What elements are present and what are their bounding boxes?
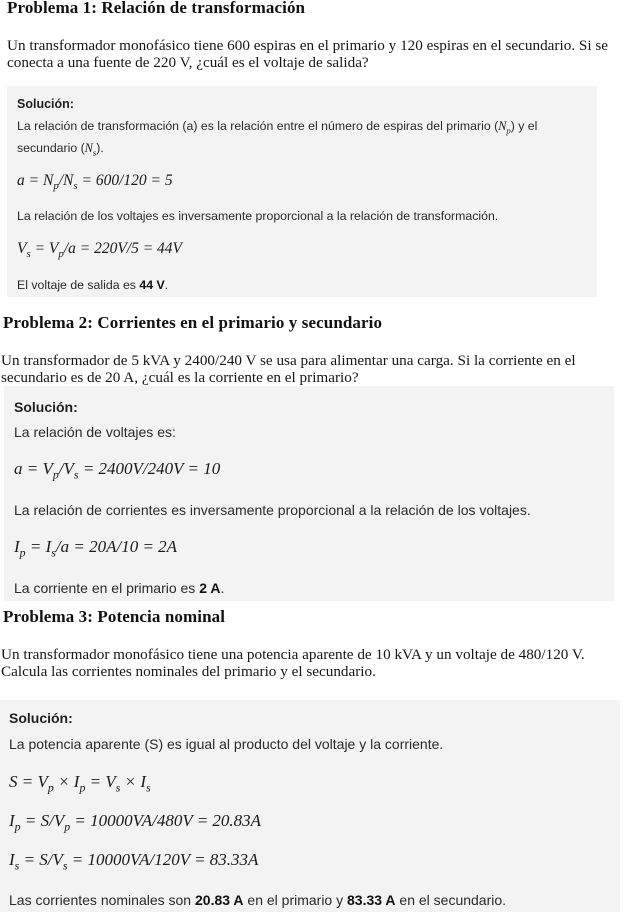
problem3-equation3 [9, 850, 258, 873]
text-part: . [164, 278, 169, 292]
problem1-title: Problema 1: Relación de transformación [7, 0, 306, 17]
problem3-equation2 [9, 811, 261, 834]
problem1-solution-label: Solución: [17, 97, 74, 111]
eq-sub: s [115, 780, 121, 795]
problem1-statement [7, 37, 623, 71]
problem2-equation1 [14, 459, 220, 482]
eq-part: /a = 220V/5 = 44V [63, 240, 183, 257]
problem2-statement-line1: Un transformador de 5 kVA y 2400/240 V se usa para alimentar una carga. Si la corriente en el [1, 352, 576, 369]
eq-sub: s [14, 858, 20, 873]
problem3-solution-text1: La potencia aparente (S) es igual al producto del voltaje y la corriente. [9, 736, 444, 752]
eq-part: = 2400V/240V = 10 [78, 459, 221, 478]
eq-part: = S/V [20, 811, 65, 830]
text-part: en el primario y [243, 892, 347, 908]
text-part: La corriente en el primario es [14, 580, 200, 596]
eq-part: /V [58, 459, 74, 478]
eq-sub: p [52, 467, 59, 482]
problem2-solution-label: Solución: [14, 399, 78, 415]
text-part: Las corrientes nominales son [9, 892, 195, 908]
result-value: 83.33 A [347, 892, 396, 908]
text-part: . [220, 580, 225, 596]
eq-sub: p [64, 819, 71, 834]
problem1-statement-line1: Un transformador monofásico tiene 600 espiras en el primario y 120 espiras en el secundario. Si se [7, 37, 609, 54]
problem1-solution-text1-line1 [17, 119, 537, 135]
eq-part: V [17, 240, 27, 257]
problem3-title: Problema 3: Potencia nominal [3, 607, 226, 626]
math-sub: s [92, 147, 97, 158]
eq-part: a = N [17, 172, 54, 189]
text-part: secundario ( [17, 141, 85, 155]
problem3-solution-label: Solución: [9, 710, 73, 726]
eq-part: × I [53, 772, 80, 791]
problem2-equation2 [14, 537, 177, 560]
problem3-result [9, 892, 506, 908]
problem2-solution-box [4, 386, 614, 601]
problem3-equation1 [9, 772, 151, 795]
problem1-equation2 [17, 240, 182, 260]
math-var: N [498, 119, 507, 133]
eq-sub: p [14, 819, 21, 834]
problem2-solution-text2: La relación de corrientes es inversamente proporcional a la relación de los voltajes. [14, 502, 531, 518]
eq-part: = 10000VA/120V = 83.33A [67, 850, 259, 869]
eq-part: /a = 20A/10 = 2A [55, 537, 178, 556]
eq-part: = V [30, 240, 59, 257]
eq-sub: s [146, 780, 151, 795]
eq-part: S = V [9, 772, 48, 791]
result-value: 20.83 A [195, 892, 244, 908]
problem2-solution-text1: La relación de voltajes es: [14, 424, 176, 440]
problem1-statement-line2: conecta a una fuente de 220 V, ¿cuál es el voltaje de salida? [7, 54, 369, 71]
eq-sub: p [19, 545, 26, 560]
eq-sub: s [62, 858, 68, 873]
eq-part: I [9, 850, 15, 869]
eq-part: I [9, 811, 15, 830]
eq-part: = 10000VA/480V = 20.83A [70, 811, 262, 830]
eq-part: I [14, 537, 20, 556]
problem3-statement [1, 646, 623, 680]
problem1-solution-text2: La relación de los voltajes es inversamente proporcional a la relación de transformación. [17, 209, 499, 223]
eq-part: = 600/120 = 5 [77, 172, 173, 189]
eq-part: /N [58, 172, 74, 189]
problem1-solution-text1-line2 [17, 141, 104, 157]
eq-sub: s [73, 467, 79, 482]
text-part: ). [96, 141, 104, 155]
text-part: La relación de transformación (a) es la relación entre el número de espiras del primario ( [17, 119, 499, 133]
math-sub: p [506, 125, 511, 136]
eq-sub: s [73, 180, 78, 193]
eq-sub: s [26, 248, 31, 261]
result-value: 2 A [199, 580, 221, 596]
eq-part: = I [25, 537, 52, 556]
eq-sub: s [51, 545, 56, 560]
eq-sub: p [58, 248, 64, 261]
eq-sub: p [47, 780, 54, 795]
eq-sub: p [53, 180, 59, 193]
eq-sub: p [79, 780, 86, 795]
problem1-solution-box [7, 86, 597, 297]
eq-part: × I [120, 772, 147, 791]
problem2-statement-line2: secundario es de 20 A, ¿cuál es la corriente en el primario? [1, 369, 359, 386]
eq-part: = S/V [19, 850, 63, 869]
problem1-result [17, 278, 168, 292]
eq-part: = V [85, 772, 116, 791]
problem2-title: Problema 2: Corrientes en el primario y secundario [3, 313, 383, 332]
problem1-equation1 [17, 172, 173, 192]
text-part: ) y el [510, 119, 538, 133]
eq-part: a = V [14, 459, 53, 478]
problem2-result [14, 580, 224, 596]
text-part: en el secundario. [395, 892, 507, 908]
problem2-statement [1, 352, 623, 386]
result-value: 44 V [139, 278, 165, 292]
math-var: N [84, 141, 93, 155]
problem3-statement-line1: Un transformador monofásico tiene una potencia aparente de 10 kVA y un voltaje de 480/120 V. [1, 646, 585, 663]
problem3-statement-line2: Calcula las corrientes nominales del primario y el secundario. [1, 663, 376, 680]
problem3-solution-box [0, 700, 620, 912]
text-part: El voltaje de salida es [17, 278, 140, 292]
